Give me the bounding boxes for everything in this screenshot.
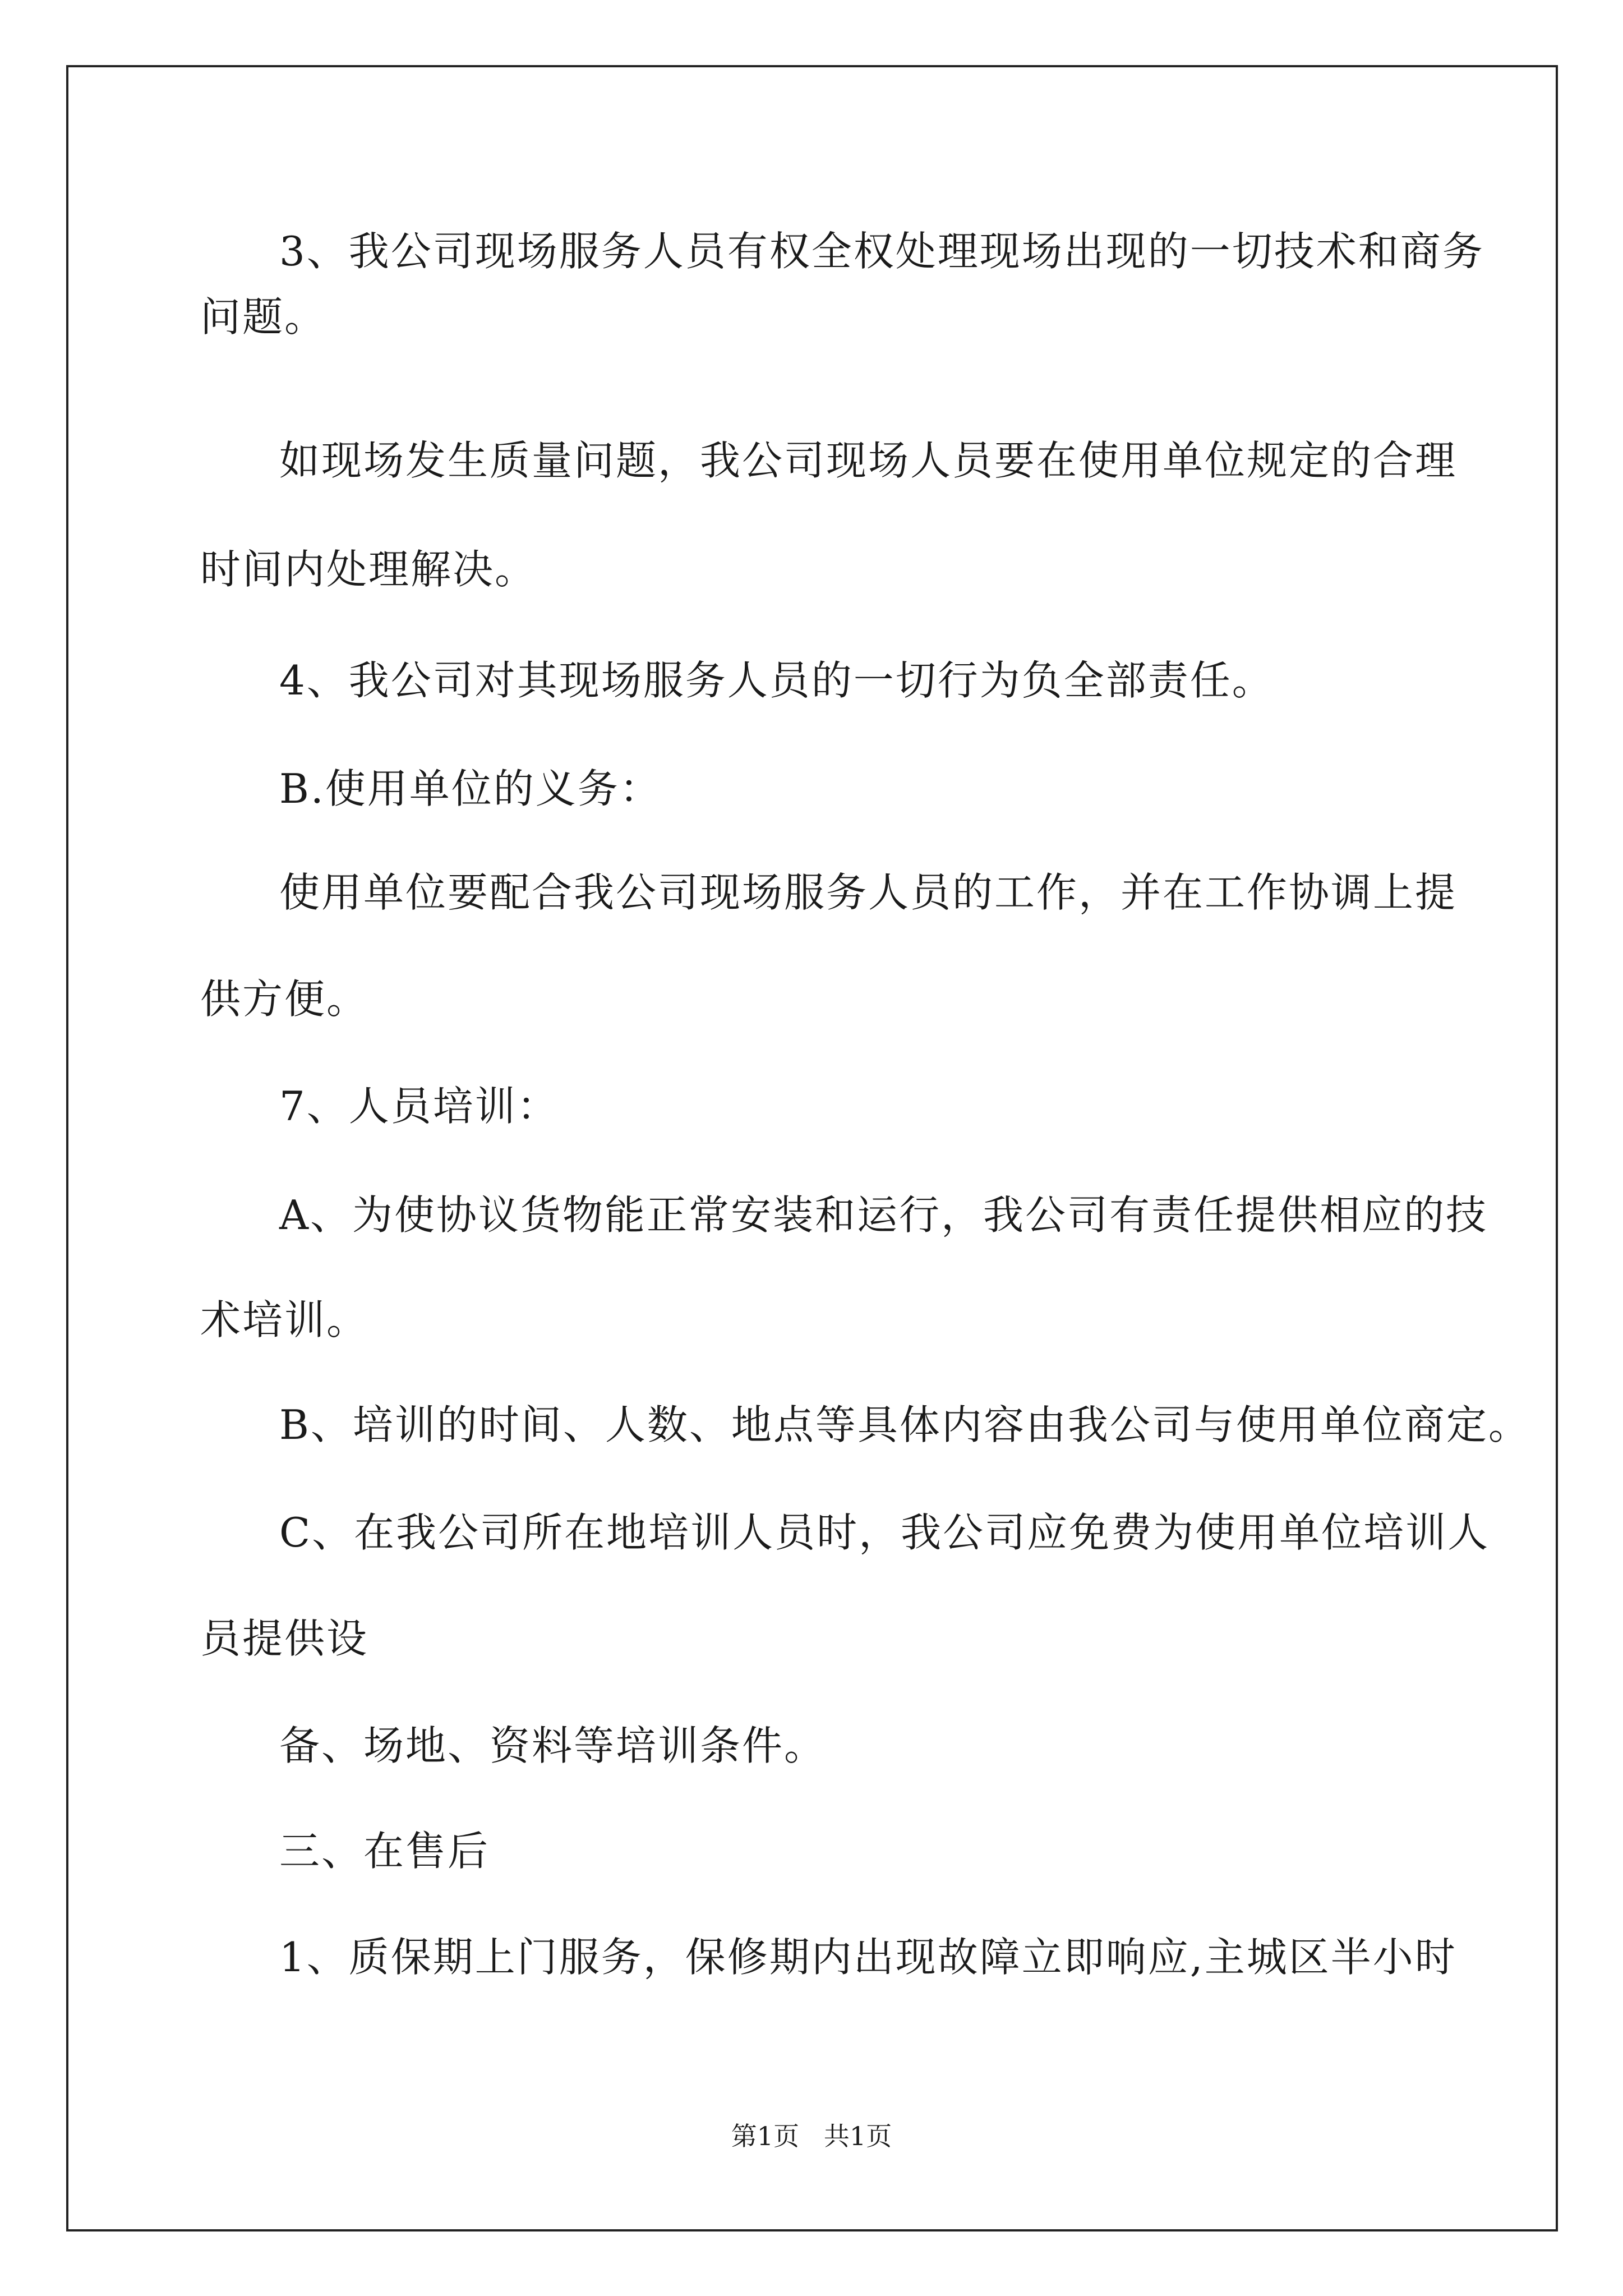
paragraph-line: 如现场发生质量问题，我公司现场人员要在使用单位规定的合理 — [279, 437, 1458, 484]
paragraph-line: A、为使协议货物能正常安装和运行，我公司有责任提供相应的技 — [279, 1191, 1488, 1239]
paragraph-line: 4、我公司对其现场服务人员的一切行为负全部责任。 — [279, 657, 1274, 704]
paragraph-line: 使用单位要配合我公司现场服务人员的工作，并在工作协调上提 — [279, 869, 1458, 916]
paragraph-line: B、培训的时间、人数、地点等具体内容由我公司与使用单位商定。 — [279, 1401, 1530, 1448]
paragraph-line: 三、在售后 — [279, 1828, 490, 1875]
paragraph-line: 备、场地、资料等培训条件。 — [279, 1722, 827, 1769]
page-footer: 第1页 共1页 — [731, 2121, 892, 2151]
paragraph-line: B.使用单位的义务： — [279, 765, 662, 812]
paragraph-line: 1、质保期上门服务，保修期内出现故障立即响应,主城区半小时 — [279, 1934, 1457, 1981]
page-border — [66, 65, 1558, 2231]
paragraph-line: 7、人员培训： — [279, 1083, 559, 1130]
paragraph-line: 术培训。 — [200, 1296, 369, 1343]
paragraph-line: 3、我公司现场服务人员有权全权处理现场出现的一切技术和商务 — [279, 228, 1484, 275]
paragraph-line: 时间内处理解决。 — [200, 546, 537, 593]
paragraph-line: 供方便。 — [200, 976, 369, 1023]
paragraph-line: 员提供设 — [200, 1615, 369, 1662]
paragraph-line: 问题。 — [200, 293, 327, 341]
paragraph-line: C、在我公司所在地培训人员时，我公司应免费为使用单位培训人 — [279, 1509, 1490, 1556]
